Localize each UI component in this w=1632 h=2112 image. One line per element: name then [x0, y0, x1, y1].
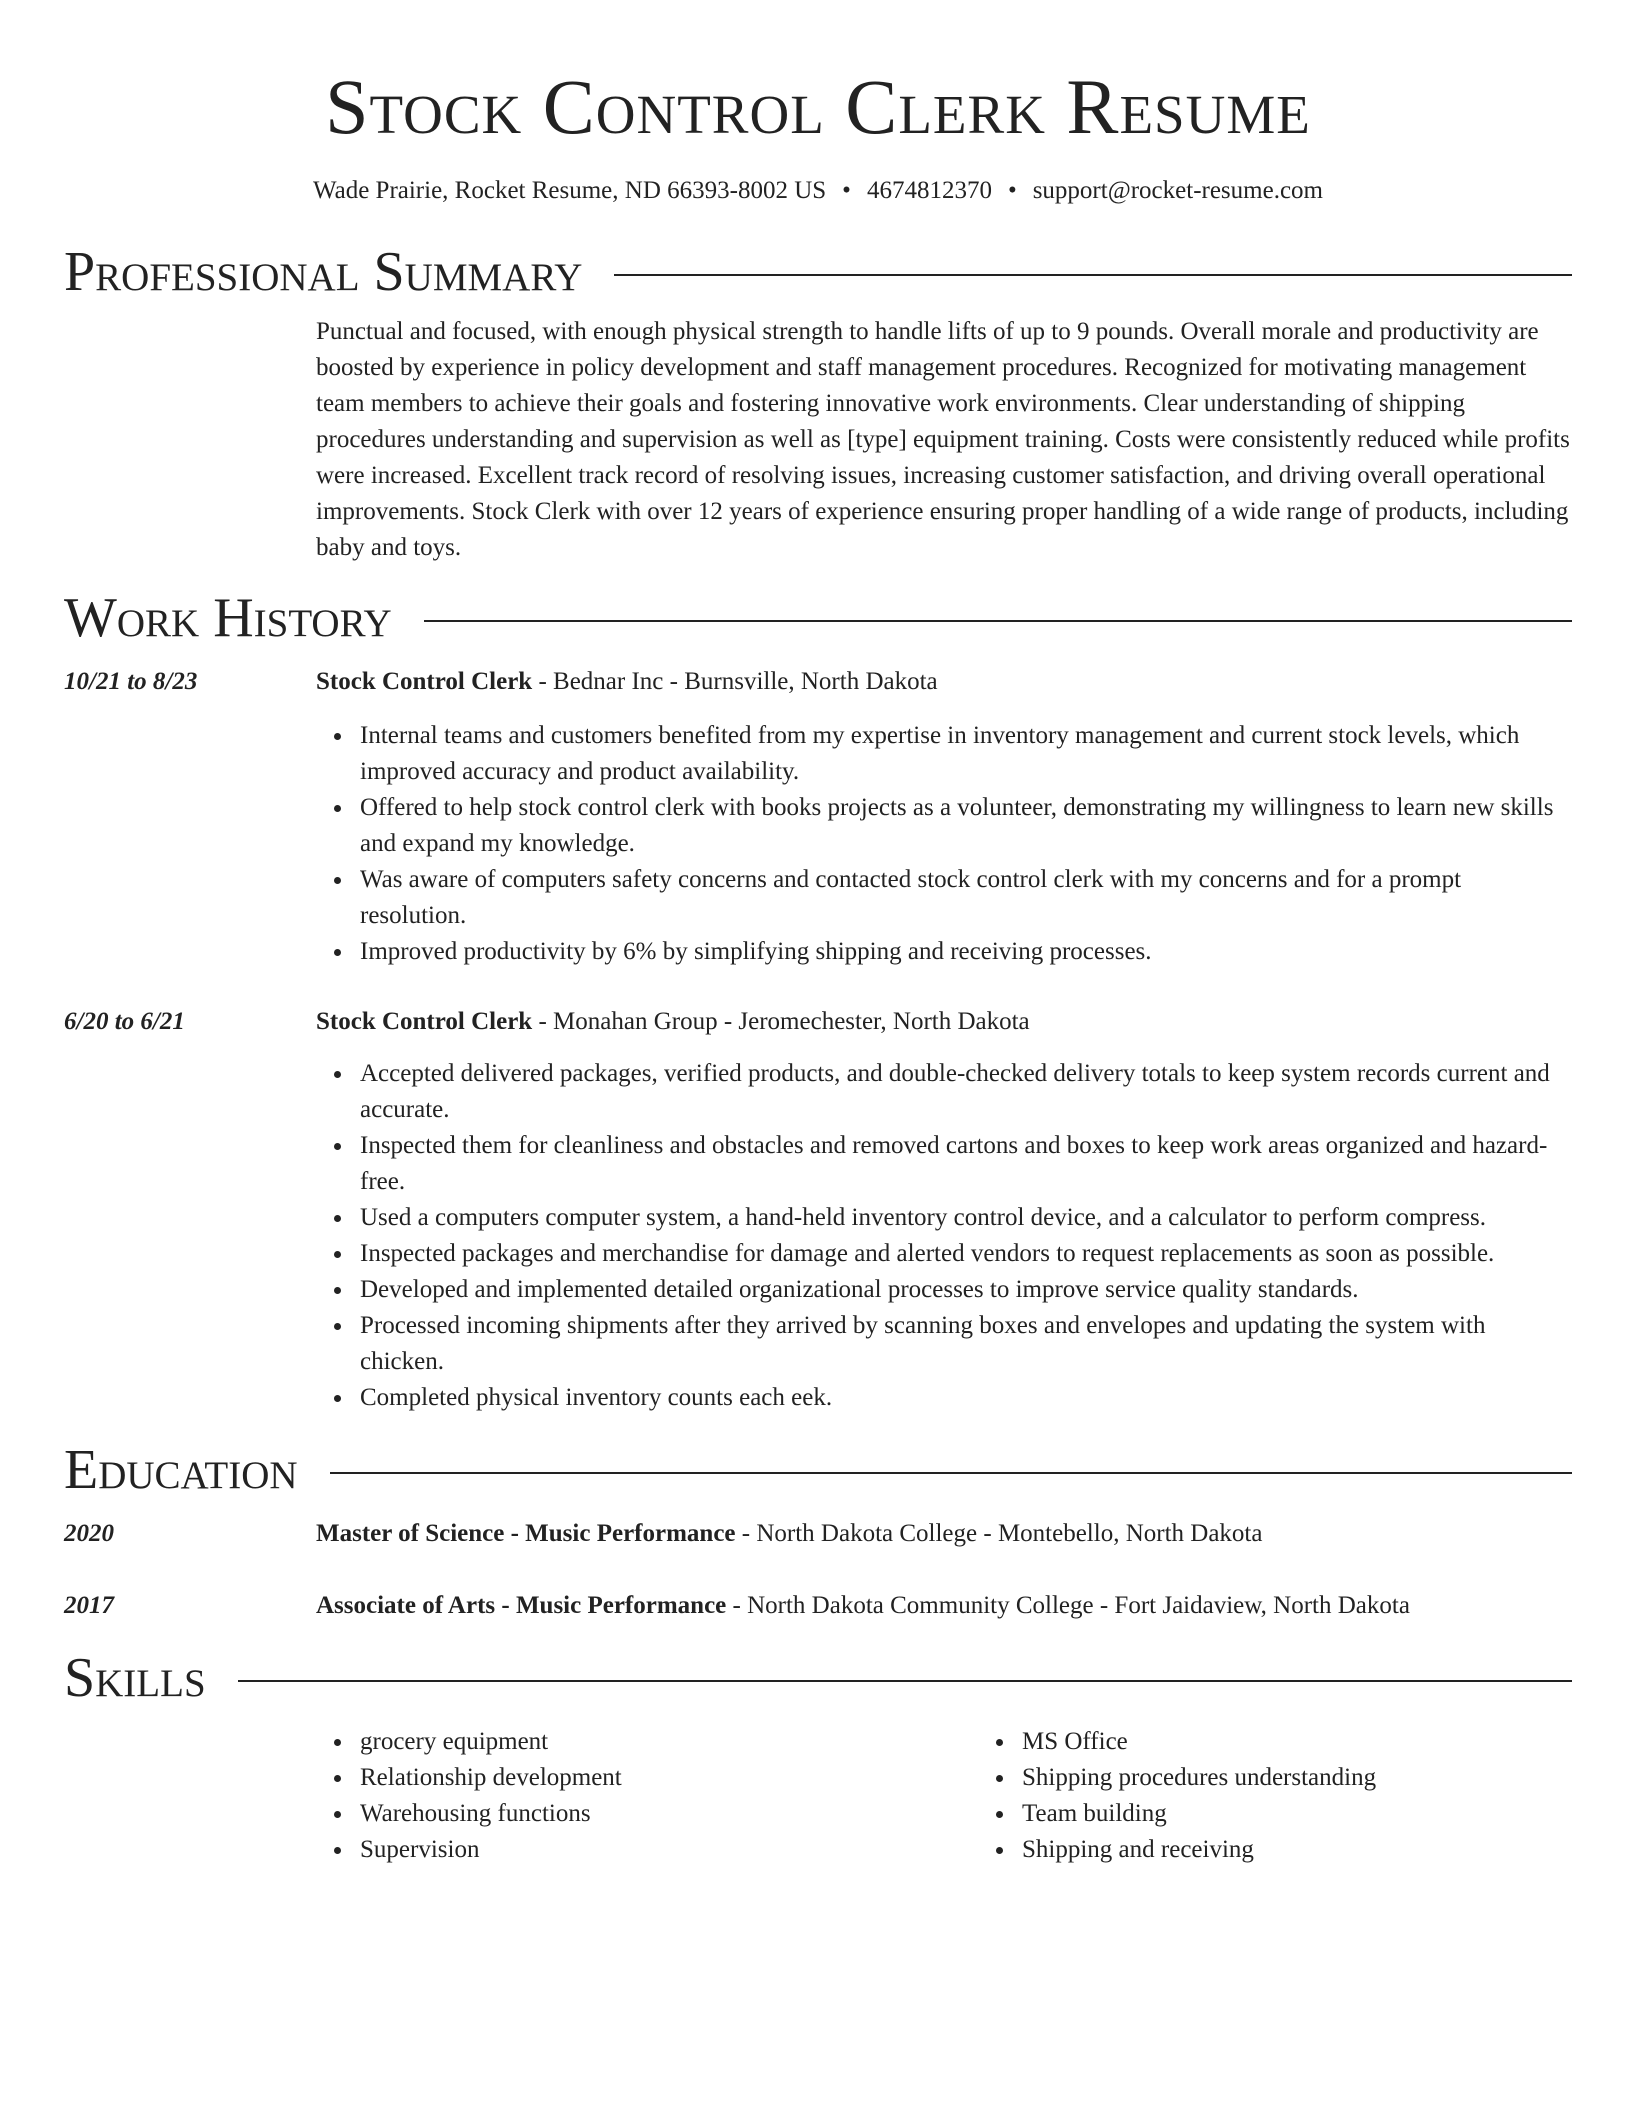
skills-row — [64, 1724, 1572, 1868]
skill-item: Warehousing functions — [360, 1796, 978, 1832]
contact-separator: • — [1007, 177, 1017, 204]
resume-page — [64, 0, 1572, 1868]
job-bullets — [316, 1056, 1572, 1416]
education-degree: Associate of Arts - Music Performance — [316, 1592, 727, 1619]
summary-section-header — [64, 240, 1572, 304]
job-dates: 10/21 to 8/23 — [64, 668, 198, 695]
job-bullet: Offered to help stock control clerk with books projects as a volunteer, demonstrating my willingness to learn new skills and expand my knowledge. — [360, 790, 1572, 862]
education-details: - North Dakota College - Montebello, North Dakota — [735, 1520, 1263, 1547]
job-header — [316, 1004, 1572, 1040]
job-bullet: Completed physical inventory counts each eek. — [360, 1380, 1572, 1416]
resume-title: Stock Control Clerk Resume — [325, 63, 1311, 150]
job-entry — [64, 1004, 1572, 1416]
job-bullet: Developed and implemented detailed organizational processes to improve service quality standards. — [360, 1272, 1572, 1308]
skill-item: Shipping procedures understanding — [1022, 1760, 1632, 1796]
job-bullet: Accepted delivered packages, verified products, and double-checked delivery totals to keep system records current and accurate. — [360, 1056, 1572, 1128]
skills-spacer — [64, 1724, 316, 1868]
summary-row — [64, 314, 1572, 566]
skill-item: Relationship development — [360, 1760, 978, 1796]
contact-address: Wade Prairie, Rocket Resume, ND 66393-8002 US — [313, 177, 827, 204]
job-entry — [64, 664, 1572, 970]
skills-section-header — [64, 1646, 1572, 1710]
skills-list-left — [316, 1724, 978, 1868]
contact-phone: 4674812370 — [866, 177, 992, 204]
job-bullet: Inspected packages and merchandise for damage and alerted vendors to request replacements as soon as possible. — [360, 1236, 1572, 1272]
job-title: Stock Control Clerk — [316, 668, 533, 695]
education-year: 2020 — [64, 1520, 114, 1547]
skills-list-right — [978, 1724, 1632, 1868]
section-divider — [424, 620, 1572, 622]
section-divider — [330, 1472, 1572, 1474]
skills-heading: Skills — [64, 1647, 206, 1709]
job-bullets — [316, 718, 1572, 970]
skills-grid — [316, 1724, 1632, 1868]
job-bullet: Processed incoming shipments after they arrived by scanning boxes and envelopes and updating the system with chicken. — [360, 1308, 1572, 1380]
work-heading: Work History — [64, 587, 392, 649]
skill-item: Supervision — [360, 1832, 978, 1868]
job-bullet: Was aware of computers safety concerns and contacted stock control clerk with my concerns and for a prompt resolution. — [360, 862, 1572, 934]
job-details: - Bednar Inc - Burnsville, North Dakota — [532, 668, 938, 695]
education-section-header — [64, 1438, 1572, 1502]
summary-text: Punctual and focused, with enough physical strength to handle lifts of up to 9 pounds. Overall morale and productivity are boosted by experience in policy development and staff management procedures. Recognized for motivating management team members to achieve their goals and fostering innovative work environments. Clear understanding of shipping procedures understanding and supervision as well as [type] equipment training. Costs were consistently reduced while profits were increased. Excellent track record of resolving issues, increasing customer satisfaction, and driving overall operational improvements. Stock Clerk with over 12 years of experience ensuring proper handling of a wide range of products, including baby and toys. — [316, 318, 1570, 561]
contact-separator: • — [842, 177, 851, 204]
job-header — [316, 664, 1572, 700]
section-divider — [614, 274, 1572, 276]
job-bullet: Improved productivity by 6% by simplifying shipping and receiving processes. — [360, 934, 1572, 970]
education-degree: Master of Science - Music Performance — [316, 1520, 736, 1547]
education-details: - North Dakota Community College - Fort Jaidaview, North Dakota — [726, 1592, 1410, 1619]
summary-heading: Professional Summary — [64, 241, 583, 303]
work-section-header — [64, 586, 1572, 650]
job-details: - Monahan Group - Jeromechester, North Dakota — [532, 1008, 1030, 1035]
skill-item: Shipping and receiving — [1022, 1832, 1632, 1868]
section-divider — [238, 1680, 1572, 1682]
education-year: 2017 — [64, 1592, 114, 1619]
contact-email: support@rocket-resume.com — [1032, 177, 1323, 204]
skill-item: Team building — [1022, 1796, 1632, 1832]
job-bullet: Inspected them for cleanliness and obstacles and removed cartons and boxes to keep work areas organized and hazard-free. — [360, 1128, 1572, 1200]
education-heading: Education — [64, 1439, 298, 1501]
job-dates: 6/20 to 6/21 — [64, 1008, 185, 1035]
education-entry — [64, 1588, 1572, 1624]
skill-item: MS Office — [1022, 1724, 1632, 1760]
summary-spacer — [64, 314, 316, 566]
contact-line — [64, 176, 1572, 206]
skill-item: grocery equipment — [360, 1724, 978, 1760]
education-entry — [64, 1516, 1572, 1552]
job-bullet: Internal teams and customers benefited from my expertise in inventory management and current stock levels, which improved accuracy and product availability. — [360, 718, 1572, 790]
job-title: Stock Control Clerk — [316, 1008, 533, 1035]
job-bullet: Used a computers computer system, a hand-held inventory control device, and a calculator to perform compress. — [360, 1200, 1572, 1236]
